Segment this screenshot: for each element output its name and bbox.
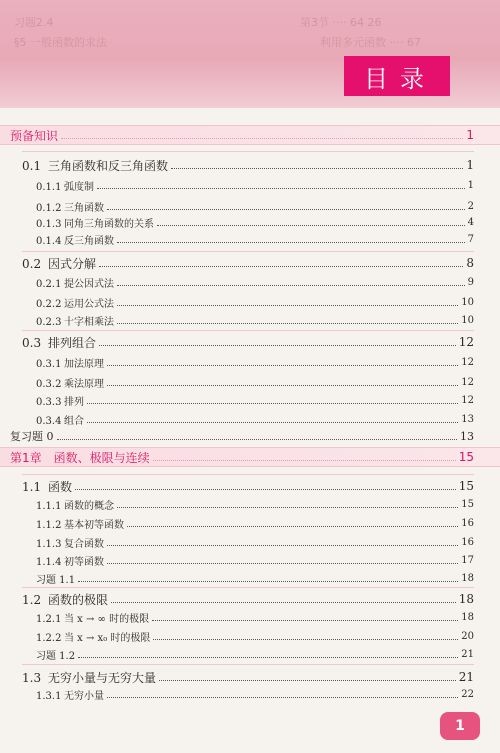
toc-subsection-1-3-1[interactable] <box>0 684 500 704</box>
subsection-title: 反三角函数 <box>64 235 114 247</box>
toc-subsection-1-2-2[interactable] <box>0 626 500 646</box>
subsection-label <box>36 178 94 193</box>
subsection-number: 0.2.2 <box>36 298 62 310</box>
section-label <box>22 669 156 686</box>
subsection-label <box>36 629 150 644</box>
section-title: 函数的极限 <box>48 592 109 607</box>
page-number: 1 <box>467 179 474 191</box>
section-title: 因式分解 <box>48 256 97 271</box>
subsection-number: 1.3.1 <box>36 690 62 702</box>
subsection-label <box>36 412 84 427</box>
page-number: 9 <box>467 276 474 288</box>
dot-leader <box>78 581 458 582</box>
dot-leader <box>117 305 458 306</box>
dot-leader <box>117 242 465 243</box>
part-label: 预备知识 <box>10 128 59 143</box>
page-number: 15 <box>458 479 474 493</box>
ghost-line-right-1: 第3节 ···· 64 26 <box>300 16 382 29</box>
section-label <box>22 478 72 495</box>
page-number: 4 <box>467 216 474 228</box>
dot-leader <box>117 285 465 286</box>
page-number: 12 <box>461 376 474 388</box>
page-number: 2 <box>467 200 474 212</box>
subsection-number: 0.1.3 <box>36 218 62 230</box>
subsection-number: 0.1.2 <box>36 202 62 214</box>
toc-section-0-2[interactable] <box>0 253 500 273</box>
page-number: 12 <box>461 356 474 368</box>
toc-subsection-0-2-1[interactable] <box>0 272 500 292</box>
subsection-title: 复合函数 <box>64 538 104 550</box>
section-title: 三角函数和反三角函数 <box>48 158 169 173</box>
ghost-line-left-2: §5 一般函数的求法 <box>14 36 107 49</box>
divider <box>22 587 474 588</box>
subsection-number: 0.1.1 <box>36 181 62 193</box>
toc-subsection-1-1-3[interactable] <box>0 532 500 552</box>
page-number: 20 <box>461 630 474 642</box>
page-number: 8 <box>466 256 474 270</box>
section-label <box>22 255 96 272</box>
review-title: 复习题 0 <box>10 430 54 443</box>
divider <box>22 474 474 475</box>
page-number: 10 <box>461 296 474 308</box>
subsection-title: 十字相乘法 <box>64 316 114 328</box>
dot-leader <box>97 188 465 189</box>
toc-review-0[interactable] <box>0 426 500 446</box>
toc-subsection-1-1-1[interactable] <box>0 494 500 514</box>
dot-leader <box>87 422 458 423</box>
dot-leader <box>107 385 458 386</box>
divider <box>22 664 474 665</box>
subsection-title: 当 x → x₀ 时的极限 <box>64 632 151 644</box>
dot-leader <box>153 460 456 461</box>
section-number: 0.2 <box>22 256 42 271</box>
section-number: 1.3 <box>22 670 42 685</box>
toc-exercise-1-1[interactable] <box>0 568 500 588</box>
page-number: 21 <box>461 648 474 660</box>
dot-leader <box>107 697 458 698</box>
subsection-label <box>36 535 104 550</box>
subsection-label <box>36 295 114 310</box>
subsection-title: 函数的概念 <box>64 500 114 512</box>
subsection-title: 组合 <box>64 415 84 427</box>
dot-leader <box>87 403 458 404</box>
dot-leader <box>127 526 458 527</box>
subsection-title: 排列 <box>64 396 84 408</box>
page-number: 18 <box>461 572 474 584</box>
subsection-title: 三角函数 <box>64 202 104 214</box>
subsection-title: 基本初等函数 <box>64 519 124 531</box>
subsection-label <box>36 610 149 625</box>
subsection-title: 当 x → ∞ 时的极限 <box>64 613 150 625</box>
page-number: 1 <box>466 128 474 142</box>
section-label <box>22 591 108 608</box>
dot-leader <box>75 489 456 490</box>
page-number: 1 <box>466 158 474 172</box>
subsection-title: 初等函数 <box>64 556 104 568</box>
divider <box>22 151 474 152</box>
section-number: 0.3 <box>22 335 42 350</box>
section-number: 1.2 <box>22 592 42 607</box>
subsection-number: 1.1.1 <box>36 500 62 512</box>
subsection-number: 0.2.3 <box>36 316 62 328</box>
toc-subsection-0-3-3[interactable] <box>0 390 500 410</box>
dot-leader <box>117 323 458 324</box>
section-label <box>22 157 168 174</box>
part-label: 第1章 函数、极限与连续 <box>10 450 150 465</box>
toc-subsection-0-3-1[interactable] <box>0 352 500 372</box>
section-title: 无穷小量与无穷大量 <box>48 670 157 685</box>
subsection-title: 弧度制 <box>64 181 94 193</box>
toc-part-preliminary[interactable] <box>0 125 500 145</box>
toc-subsection-0-2-3[interactable] <box>0 310 500 330</box>
subsection-number: 1.1.2 <box>36 519 62 531</box>
subsection-number: 0.3.4 <box>36 415 62 427</box>
subsection-number: 1.1.4 <box>36 556 62 568</box>
section-number: 1.1 <box>22 479 42 494</box>
subsection-number: 1.2.1 <box>36 613 62 625</box>
toc-section-1-2[interactable] <box>0 589 500 609</box>
divider <box>22 330 474 331</box>
page-number: 21 <box>458 670 474 684</box>
page-number: 7 <box>467 233 474 245</box>
section-title: 函数 <box>48 479 73 494</box>
toc-subsection-0-3-2[interactable] <box>0 372 500 392</box>
toc-exercise-1-2[interactable] <box>0 644 500 664</box>
subsection-label <box>36 275 114 290</box>
page-number: 15 <box>461 498 474 510</box>
dot-leader <box>159 680 456 681</box>
page-number: 10 <box>461 314 474 326</box>
subsection-number: 0.3.3 <box>36 396 62 408</box>
dot-leader <box>153 639 458 640</box>
section-label <box>22 334 96 351</box>
page-number: 18 <box>458 592 474 606</box>
subsection-title: 加法原理 <box>64 358 104 370</box>
page-number: 15 <box>458 450 474 464</box>
dot-leader <box>78 657 458 658</box>
dot-leader <box>107 563 458 564</box>
subsection-number: 1.2.2 <box>36 632 62 644</box>
toc-part-chapter-1[interactable] <box>0 447 500 467</box>
page-number: 22 <box>461 688 474 700</box>
page-number: 18 <box>461 611 474 623</box>
subsection-number: 0.3.1 <box>36 358 62 370</box>
toc-subsection-0-2-2[interactable] <box>0 292 500 312</box>
toc-subsection-0-1-1[interactable] <box>0 175 500 195</box>
dot-leader <box>107 545 458 546</box>
subsection-label <box>36 687 104 702</box>
dot-leader <box>107 209 465 210</box>
toc-section-0-3[interactable] <box>0 332 500 352</box>
subsection-label <box>36 232 114 247</box>
toc-subsection-1-1-4[interactable] <box>0 550 500 570</box>
divider <box>22 251 474 252</box>
toc-subsection-1-1-2[interactable] <box>0 513 500 533</box>
page-number: 13 <box>460 429 474 443</box>
dot-leader <box>61 138 463 139</box>
exercise-title: 习题 1.1 <box>36 574 76 586</box>
toc-section-0-1[interactable] <box>0 155 500 175</box>
subsection-label <box>36 516 124 531</box>
dot-leader <box>57 439 458 440</box>
dot-leader <box>99 266 463 267</box>
dot-leader <box>99 345 456 346</box>
subsection-label <box>36 393 84 408</box>
header-band <box>0 0 500 108</box>
subsection-number: 0.1.4 <box>36 235 62 247</box>
page-number: 17 <box>461 554 474 566</box>
subsection-title: 乘法原理 <box>64 378 104 390</box>
page-number: 16 <box>461 536 474 548</box>
exercise-title: 习题 1.2 <box>36 650 76 662</box>
toc-subsection-0-1-4[interactable] <box>0 229 500 249</box>
subsection-title: 无穷小量 <box>64 690 104 702</box>
section-number: 0.1 <box>22 158 42 173</box>
subsection-label <box>36 313 114 328</box>
subsection-title: 运用公式法 <box>64 298 114 310</box>
page-number: 13 <box>461 413 474 425</box>
ghost-line-left-1: 习题2.4 <box>14 16 54 29</box>
dot-leader <box>171 168 463 169</box>
subsection-label <box>36 553 104 568</box>
page-number-tab: 1 <box>440 712 480 740</box>
dot-leader <box>117 507 458 508</box>
ghost-line-right-2: 利用多元函数 ···· 67 <box>320 36 421 49</box>
dot-leader <box>111 602 456 603</box>
page-number: 12 <box>461 394 474 406</box>
dot-leader <box>157 225 465 226</box>
subsection-label <box>36 355 104 370</box>
subsection-label <box>36 497 114 512</box>
subsection-title: 提公因式法 <box>64 278 114 290</box>
dot-leader <box>152 620 458 621</box>
subsection-number: 0.2.1 <box>36 278 62 290</box>
subsection-number: 1.1.3 <box>36 538 62 550</box>
page-number: 16 <box>461 517 474 529</box>
toc-subsection-1-2-1[interactable] <box>0 607 500 627</box>
toc-section-1-1[interactable] <box>0 476 500 496</box>
section-title: 排列组合 <box>48 335 97 350</box>
subsection-title: 同角三角函数的关系 <box>64 218 154 230</box>
subsection-label <box>36 375 104 390</box>
subsection-number: 0.3.2 <box>36 378 62 390</box>
dot-leader <box>107 365 458 366</box>
subsection-label <box>36 215 154 230</box>
page-title: 目录 <box>344 56 450 96</box>
page-number: 12 <box>458 335 474 349</box>
